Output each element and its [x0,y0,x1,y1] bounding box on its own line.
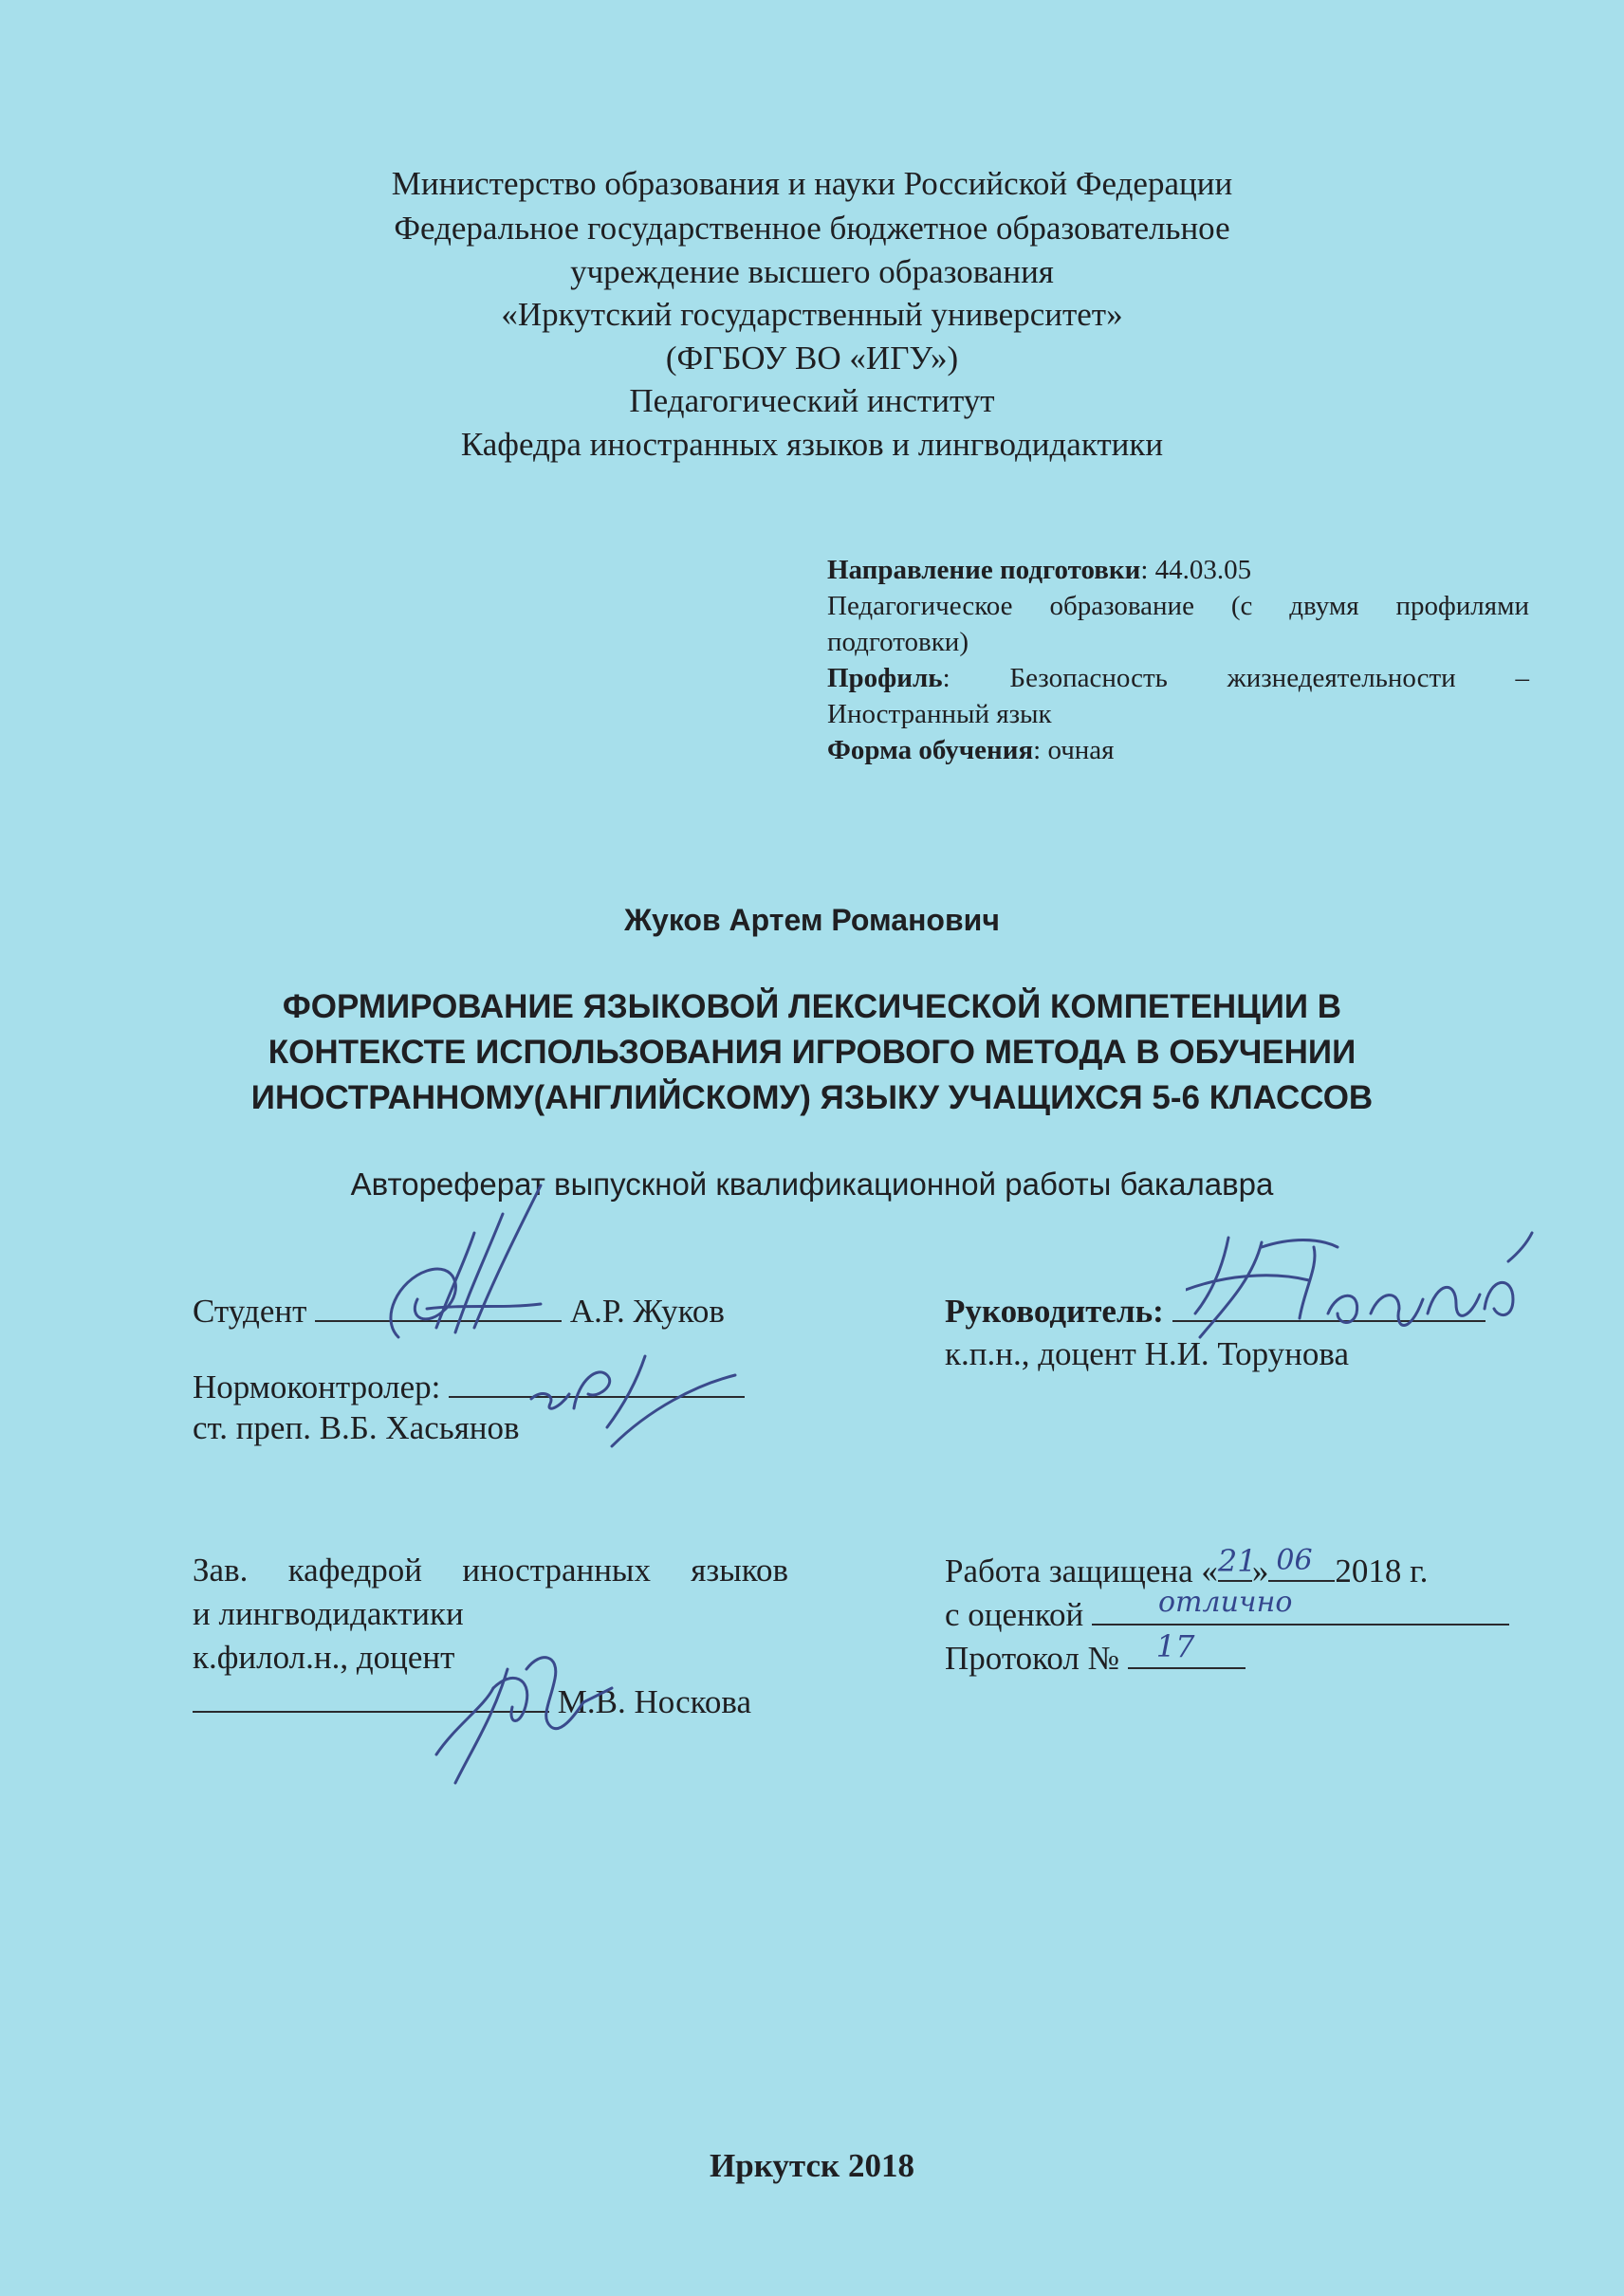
profile-line [827,660,1529,696]
thesis-title-line-2: КОНТЕКСТЕ ИСПОЛЬЗОВАНИЯ ИГРОВОГО МЕТОДА В ОБУЧЕНИИ [268,1034,1356,1071]
direction-line [827,552,1529,588]
protocol-label: Протокол № [945,1640,1120,1677]
student-signature-blank [315,1290,562,1322]
student-name: А.Р. Жуков [569,1293,725,1330]
form-line [827,732,1529,768]
grade-blank [1092,1586,1509,1626]
form-label: Форма обучения [827,735,1034,765]
head-line-3: к.филол.н., доцент [193,1639,455,1676]
supervisor-name: к.п.н., доцент Н.И. Торунова [945,1335,1349,1372]
thesis-title-line-3: ИНОСТРАННОМУ(АНГЛИЙСКОМУ) ЯЗЫКУ УЧАЩИХСЯ 5-6 КЛАССОВ [250,1079,1374,1116]
direction-value: : 44.03.05 [1140,555,1252,585]
defense-day-blank [1217,1543,1257,1582]
direction-desc-line-1: Педагогическое образование (с двумя профилями [827,591,1529,621]
institution-type-line-2: учреждение высшего образования [570,253,1054,290]
profile-label: Профиль [827,663,943,693]
defense-mid: » [1251,1552,1269,1589]
normcontrol-name: ст. преп. В.Б. Хасьянов [193,1409,520,1446]
normcontrol-signature-blank [449,1366,745,1398]
grade-line [945,1586,1509,1636]
profile-value: : Безопасность жизнедеятельности – [942,663,1529,693]
ministry-line: Министерство образования и науки Российской Федерации [391,165,1233,202]
department-name: Кафедра иностранных языков и лингводидактики [460,426,1164,463]
institution-type-line: Федеральное государственное бюджетное образовательное [394,210,1230,247]
head-signature-blank [193,1681,549,1713]
head-name: М.В. Носкова [557,1683,751,1720]
defense-month-blank [1268,1544,1335,1582]
form-value: : очная [1033,735,1115,765]
university-name: «Иркутский государственный университет» [501,296,1123,333]
supervisor-label: Руководитель: [945,1293,1164,1330]
student-label: Студент [193,1293,307,1330]
profile-line-2: Иностранный язык [827,699,1052,729]
normcontrol-label: Нормоконтролер: [193,1368,441,1405]
head-line-2: и лингводидактики [193,1595,464,1632]
student-signature [360,1176,588,1375]
supervisor-signature-blank [1172,1290,1486,1322]
grade-label: с оценкой [945,1596,1084,1633]
thesis-title-line-1: ФОРМИРОВАНИЕ ЯЗЫКОВОЙ ЛЕКСИЧЕСКОЙ КОМПЕТЕНЦИИ В [282,988,1342,1025]
protocol-blank [1128,1628,1246,1669]
direction-label: Направление подготовки [827,555,1141,585]
supervisor-signature-line [945,1290,1486,1332]
institute-name: Педагогический институт [629,382,995,419]
defense-day: 21 [1217,1543,1257,1579]
thesis-title [142,984,1482,1121]
defense-year: 2018 г. [1335,1552,1429,1589]
defense-month: 06 [1276,1544,1313,1577]
author-name: Жуков Артем Романович [624,903,1000,937]
direction-desc-line-2: подготовки) [827,627,969,657]
city-year: Иркутск 2018 [710,2147,914,2184]
normcontrol-signature-line [193,1366,745,1408]
student-signature-line [193,1290,725,1332]
document-type: Автореферат выпускной квалификационной работы бакалавра [350,1166,1274,1202]
university-abbr: (ФГБОУ ВО «ИГУ») [665,340,959,377]
grade-value: отлично [1158,1586,1293,1619]
protocol-number: 17 [1155,1628,1195,1664]
defense-prefix: Работа защищена « [945,1552,1218,1589]
head-line-1: Зав. кафедрой иностранных языков [193,1552,788,1589]
protocol-line [945,1628,1246,1680]
head-signature-line [193,1681,751,1723]
program-info [827,552,1529,768]
